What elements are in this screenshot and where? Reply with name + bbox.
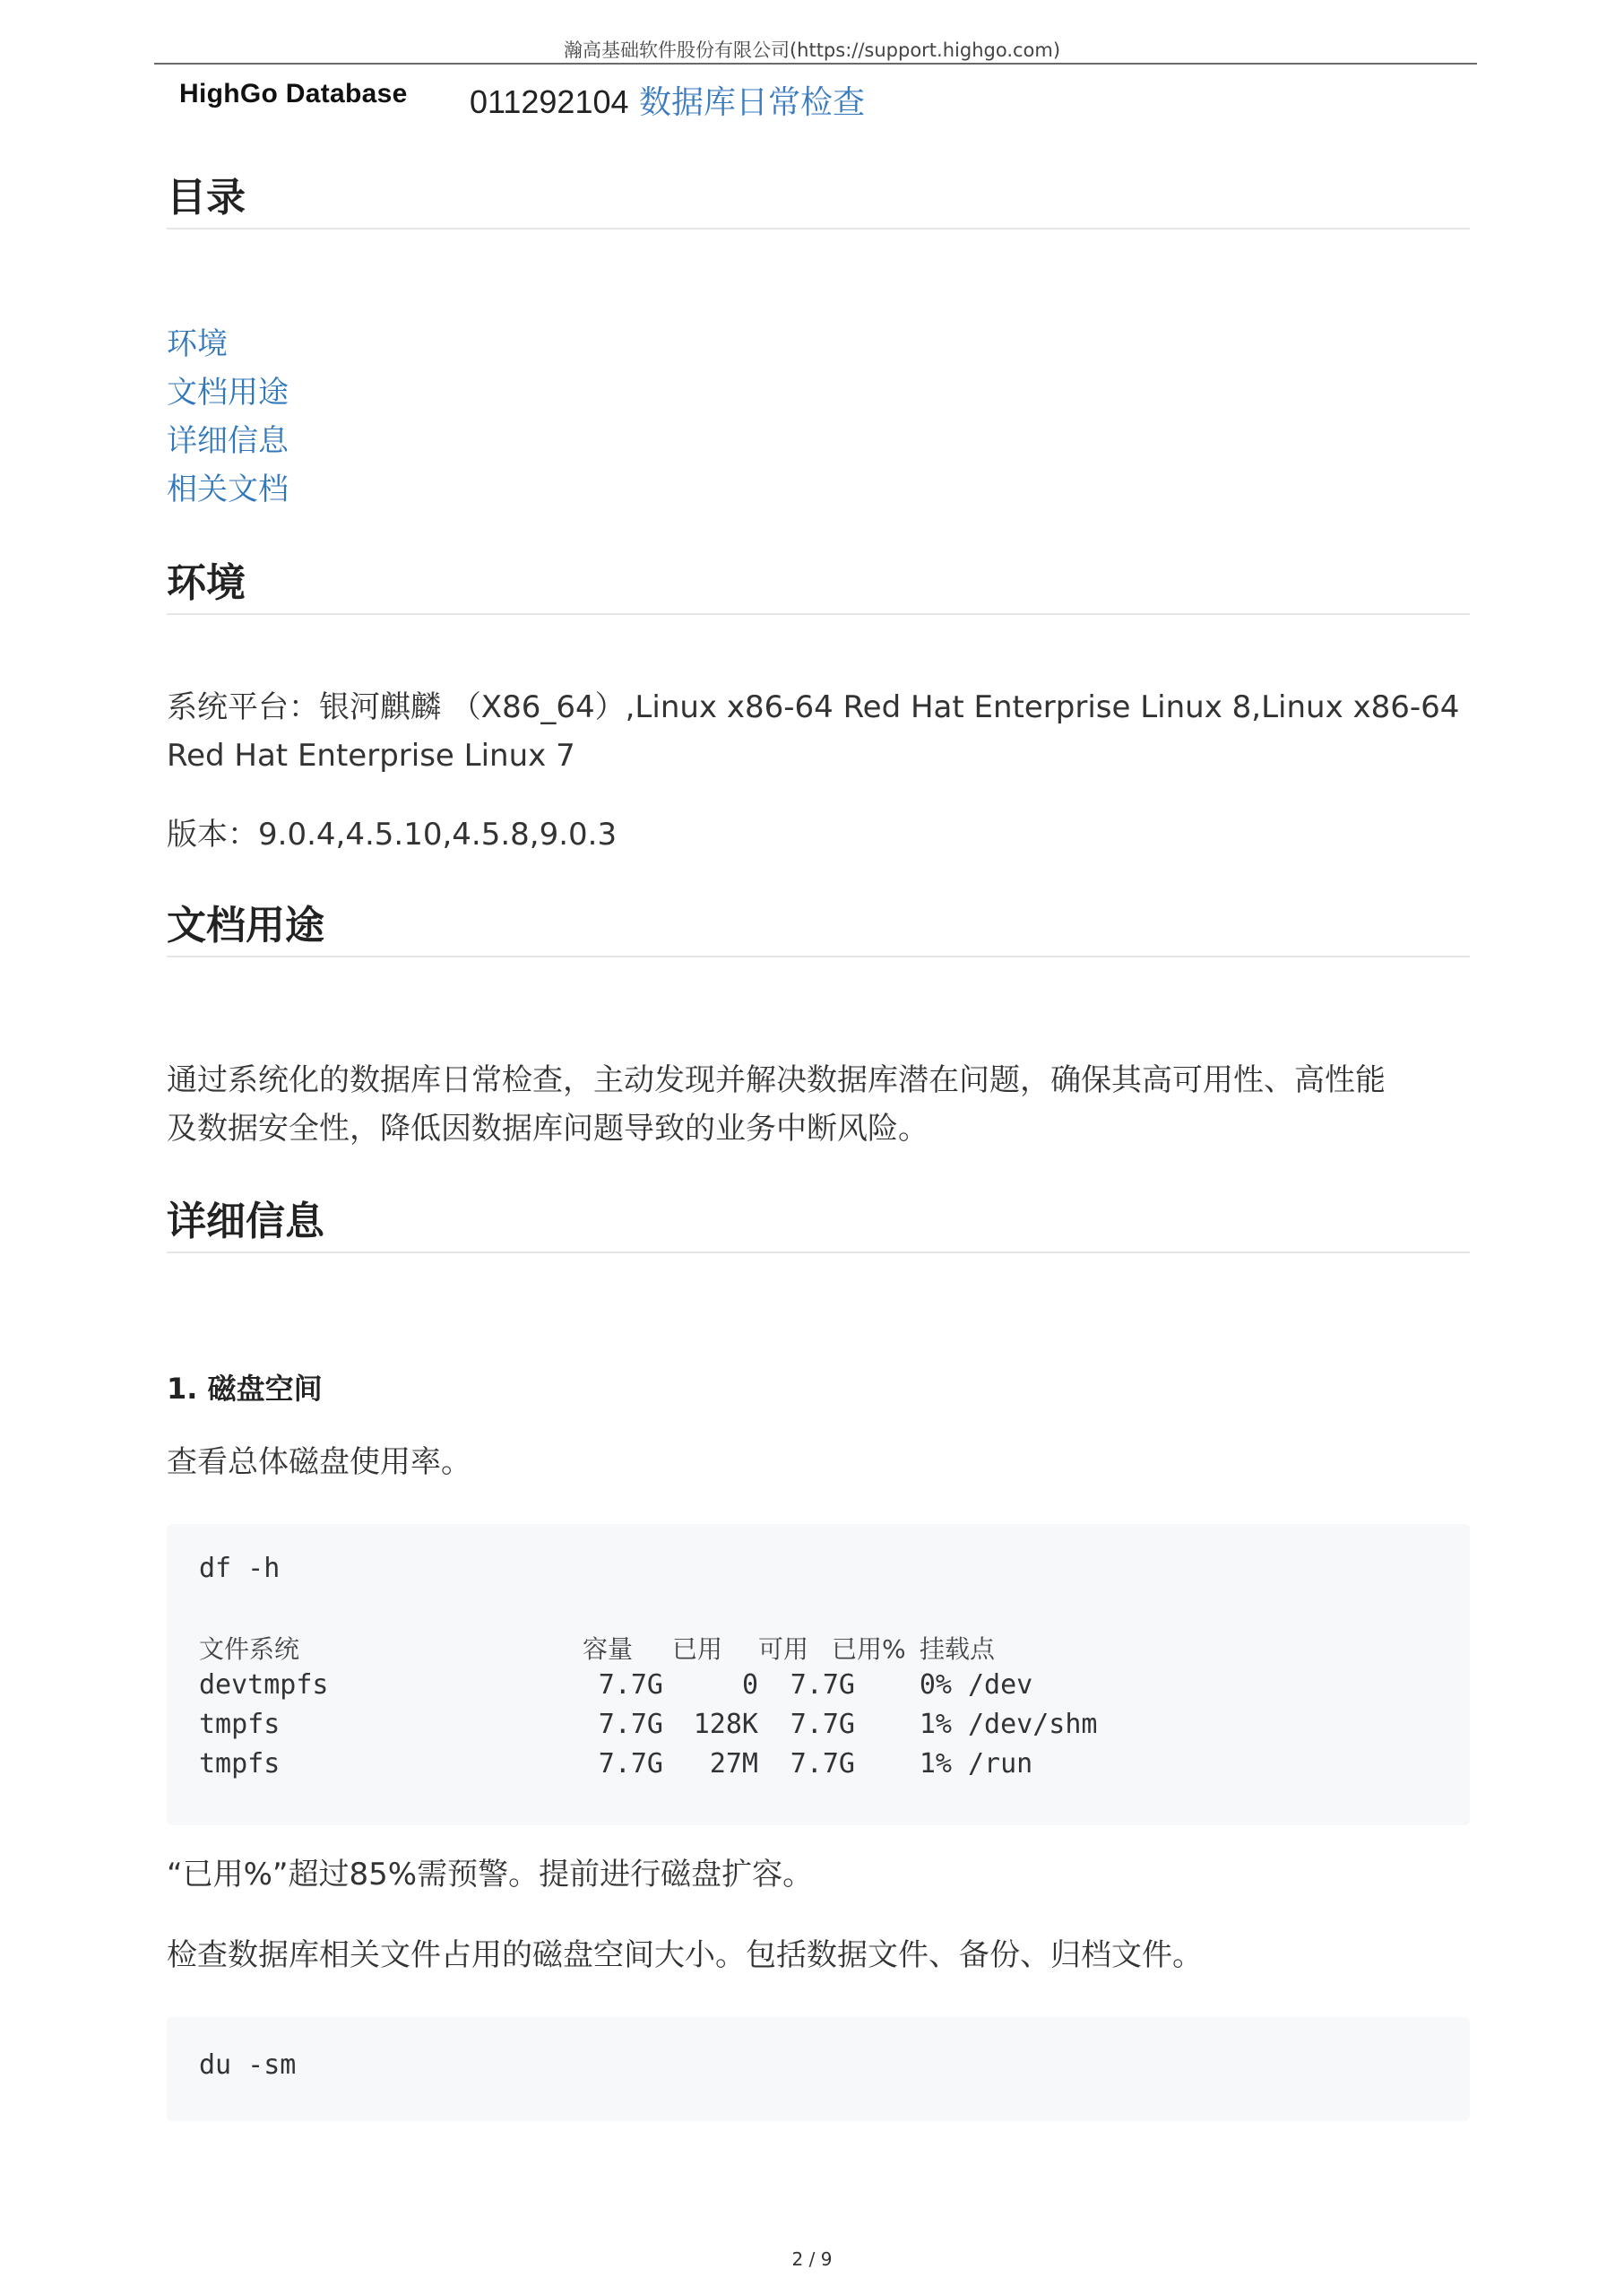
df-row-1-filesystem: devtmpfs [199,1669,329,1701]
purpose-line-2: 及数据安全性，降低因数据库问题导致的业务中断风险。 [167,1111,929,1147]
df-row-2-used: 128K [693,1709,758,1740]
platform-line-2: Red Hat Enterprise Linux 7 [167,738,575,774]
document-number: 011292104 [470,83,629,120]
du-code-block [167,2017,1470,2121]
toc-link-details[interactable]: 详细信息 [167,423,289,459]
document-title [470,77,865,123]
toc-link-related-docs[interactable]: 相关文档 [167,472,289,507]
df-row-2-use-pct: 1% [919,1709,952,1740]
df-row-2-mount: /dev/shm [968,1709,1098,1740]
df-row-3-use-pct: 1% [919,1748,952,1780]
df-header-filesystem: 文件系统 [199,1634,300,1664]
section-disk-space-title: 1. 磁盘空间 [167,1372,323,1406]
df-command: df -h [199,1553,281,1584]
toc-link-purpose[interactable]: 文档用途 [167,375,289,411]
df-header-used: 已用 [672,1634,723,1664]
platform-line-1: 系统平台：银河麒麟 （X86_64）,Linux x86-64 Red Hat Enterprise Linux 8,Linux x86-64 [167,689,1460,725]
df-row-1-size: 7.7G [598,1669,663,1701]
df-header-avail: 可用 [758,1634,809,1664]
version-line: 版本：9.0.4,4.5.10,4.5.8,9.0.3 [167,817,618,853]
toc-link-environment[interactable]: 环境 [167,326,228,362]
df-row-1-used: 0 [741,1669,758,1701]
df-row-2-size: 7.7G [598,1709,663,1740]
details-heading-rule [167,1251,1470,1253]
df-row-1-mount: /dev [968,1669,1033,1701]
details-heading: 详细信息 [167,1199,324,1244]
highgo-logo: HighGo Database [179,79,408,108]
company-header: 瀚高基础软件股份有限公司(https://support.highgo.com) [563,39,1061,61]
df-row-2-filesystem: tmpfs [199,1709,281,1740]
purpose-heading-rule [167,956,1470,957]
df-header-mount: 挂载点 [920,1634,996,1664]
toc-heading: 目录 [167,175,246,221]
header-divider [154,63,1477,65]
toc-heading-rule [167,228,1470,230]
df-row-3-filesystem: tmpfs [199,1748,281,1780]
du-command: du -sm [199,2049,297,2081]
df-row-1-use-pct: 0% [919,1669,952,1701]
df-row-3-used: 27M [709,1748,758,1780]
df-header-size: 容量 [583,1634,634,1664]
df-row-2-avail: 7.7G [790,1709,855,1740]
df-row-3-avail: 7.7G [790,1748,855,1780]
disk-usage-intro: 查看总体磁盘使用率。 [167,1444,471,1480]
environment-heading: 环境 [167,560,246,606]
purpose-heading: 文档用途 [167,903,324,948]
df-header-use-pct: 已用% [832,1634,906,1664]
page-number: 2 / 9 [791,2248,833,2270]
du-intro: 检查数据库相关文件占用的磁盘空间大小。包括数据文件、备份、归档文件。 [167,1937,1203,1973]
purpose-line-1: 通过系统化的数据库日常检查，主动发现并解决数据库潜在问题，确保其高可用性、高性能 [167,1062,1386,1098]
df-row-3-size: 7.7G [598,1748,663,1780]
environment-heading-rule [167,613,1470,615]
df-row-1-avail: 7.7G [790,1669,855,1701]
df-row-3-mount: /run [968,1748,1033,1780]
usage-warning-note: “已用%”超过85%需预警。提前进行磁盘扩容。 [167,1857,814,1892]
document-title-text: 数据库日常检查 [638,84,865,121]
